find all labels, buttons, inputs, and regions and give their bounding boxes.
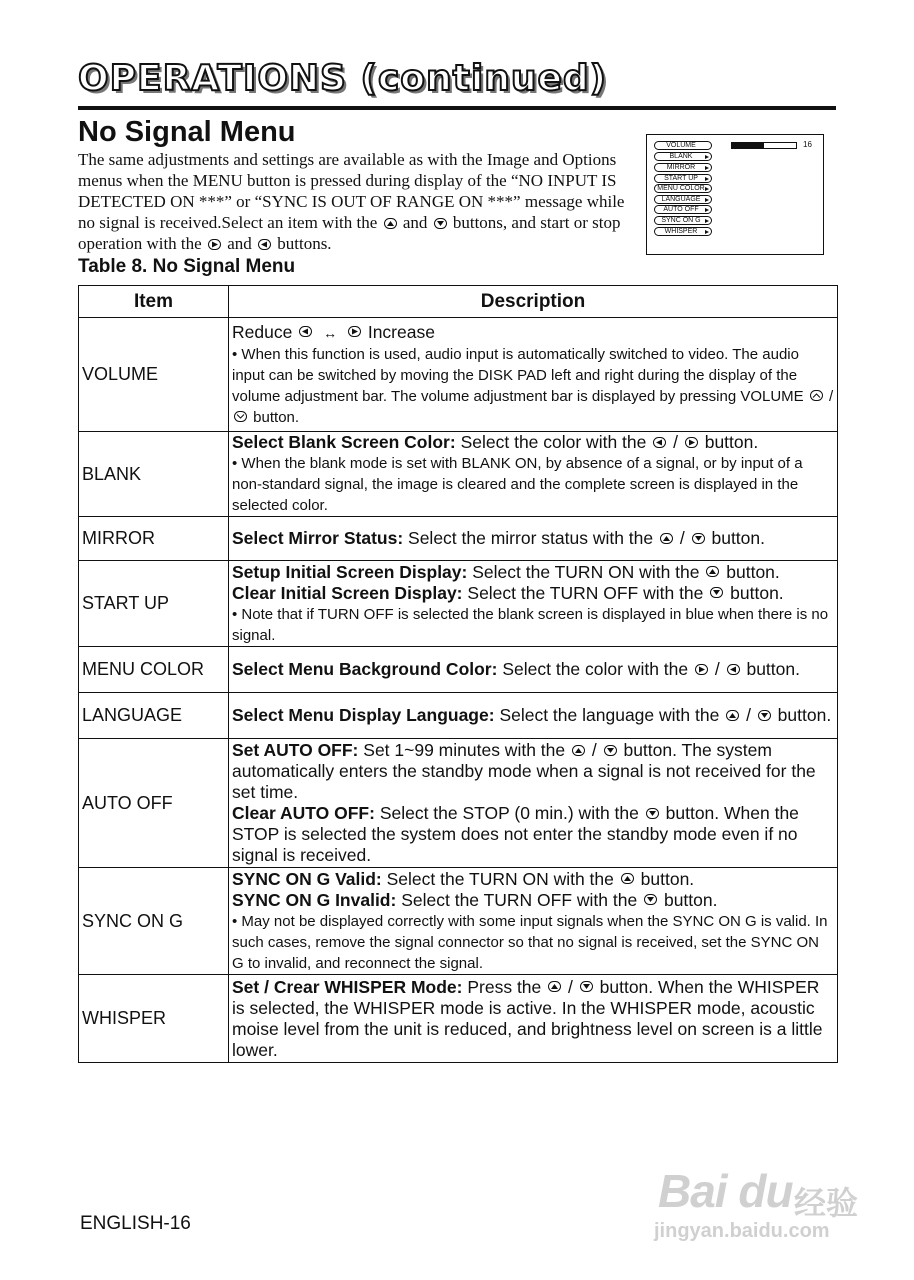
menu-item-whisper: WHISPER	[654, 227, 712, 236]
menu-item-syncong: SYNC ON G	[654, 216, 712, 225]
table-row	[79, 975, 838, 1063]
syncong-lead-1: SYNC ON G Valid:	[232, 868, 382, 889]
up-button-icon	[572, 745, 585, 756]
row-item-whisper: WHISPER	[79, 975, 229, 1063]
row-item-volume: VOLUME	[79, 318, 229, 432]
row-desc-autooff: Set AUTO OFF: Set 1~99 minutes with the / button. The system automatically enters the standby mode when a signal is not received for the set time. Clear AUTO OFF: Select the STOP (0 min.) with the button. When the STOP is selected the system does not enter the standby mode even if no signal is received.	[229, 739, 838, 868]
down-button-icon	[758, 710, 771, 721]
startup-note: • Note that if TURN OFF is selected the blank screen is displayed in blue when there is no signal.	[232, 605, 829, 644]
menucolor-text-end: button.	[746, 659, 800, 679]
up-button-icon	[621, 873, 634, 884]
autooff-text-2: Select the STOP (0 min.) with the	[379, 803, 639, 823]
right-button-icon	[685, 437, 698, 448]
right-button-icon	[348, 326, 361, 337]
mirror-text: Select the mirror status with the	[408, 528, 654, 548]
row-desc-mirror: Select Mirror Status: Select the mirror status with the / button.	[229, 517, 838, 561]
table-row	[79, 868, 838, 975]
table-row	[79, 432, 838, 517]
intro-and: and	[402, 213, 428, 232]
menucolor-lead: Select Menu Background Color:	[232, 659, 498, 679]
no-signal-table	[78, 285, 838, 1063]
intro-end: buttons.	[277, 234, 332, 253]
whisper-text-end: button. When the WHISPER is selected, the WHISPER mode is active. In the WHISPER mode, acoustic moise level from the unit is reduced, and brightness level on screen is a little lower.	[232, 976, 823, 1060]
down-button-icon	[580, 981, 593, 992]
row-desc-menucolor: Select Menu Background Color: Select the color with the / button.	[229, 647, 838, 693]
header-description: Description	[229, 286, 838, 318]
page-header	[78, 56, 836, 110]
syncong-text-1: Select the TURN ON with the	[386, 868, 614, 889]
table-row	[79, 739, 838, 868]
startup-lead-1: Setup Initial Screen Display:	[232, 561, 468, 582]
blank-lead: Select Blank Screen Color:	[232, 432, 456, 452]
mirror-lead: Select Mirror Status:	[232, 528, 404, 548]
table-row	[79, 517, 838, 561]
volume-bar	[731, 142, 797, 149]
left-right-arrow-icon: ↔	[323, 324, 338, 341]
watermark-site: jingyan.baidu.com	[654, 1220, 830, 1242]
up-button-icon	[660, 533, 673, 544]
row-desc-syncong	[229, 868, 838, 975]
table-caption: Table 8. No Signal Menu	[78, 256, 296, 277]
autooff-text-2-end: button. When the STOP is selected the system does not enter the standby mode even if no signal is received.	[232, 803, 799, 865]
startup-text-2: Select the TURN OFF with the	[467, 582, 704, 603]
right-button-icon	[695, 664, 708, 675]
syncong-text-2-end: button.	[663, 889, 718, 910]
table-row	[79, 318, 838, 432]
table-row	[79, 561, 838, 647]
down-button-icon	[434, 218, 447, 229]
menu-item-startup: START UP	[654, 174, 712, 183]
right-button-icon	[208, 239, 221, 250]
left-button-icon	[727, 664, 740, 675]
blank-note: • When the blank mode is set with BLANK ON, by absence of a signal, or by input of a non-standard signal, the image is cleared and the complete screen is displayed in the selected color.	[232, 455, 803, 514]
volume-note-end: button.	[253, 408, 300, 426]
volume-up-icon	[810, 390, 823, 401]
down-button-icon	[604, 745, 617, 756]
row-item-menucolor: MENU COLOR	[79, 647, 229, 693]
watermark-brand: Bai du	[658, 1165, 793, 1217]
row-desc-volume: Reduce ↔ Increase • When this function is used, audio input is automatically switched to video. The audio input can be switched by moving the DISK PAD left and right during the display of the volume adjustment bar. The volume adjustment bar is displayed by pressing VOLUME / button.	[229, 318, 838, 432]
table-header-row	[79, 286, 838, 318]
intro-and-2: and	[227, 234, 252, 253]
volume-bar-fill	[732, 143, 764, 148]
blank-text: Select the color with the	[460, 432, 647, 452]
row-desc-startup	[229, 561, 838, 647]
page-number: ENGLISH-16	[80, 1213, 191, 1234]
row-item-startup: START UP	[79, 561, 229, 647]
whisper-lead: Set / Crear WHISPER Mode:	[232, 976, 463, 997]
startup-lead-2: Clear Initial Screen Display:	[232, 582, 463, 603]
menu-item-volume: VOLUME	[654, 141, 712, 150]
row-desc-blank: Select Blank Screen Color: Select the color with the / button. • When the blank mode is set with BLANK ON, by absence of a signal, or by input of a non-standard signal, the image is cleared and the complete screen is displayed in the selected color.	[229, 432, 838, 517]
row-item-blank: BLANK	[79, 432, 229, 517]
row-item-mirror: MIRROR	[79, 517, 229, 561]
menucolor-text: Select the color with the	[502, 659, 689, 679]
page-title: OPERATIONS (continued)	[78, 58, 608, 99]
volume-value: 16	[803, 140, 812, 149]
whisper-text: Press the	[467, 976, 542, 997]
increase-label: Increase	[367, 321, 435, 342]
watermark	[648, 1140, 858, 1250]
autooff-lead-2: Clear AUTO OFF:	[232, 803, 375, 823]
down-button-icon	[710, 587, 723, 598]
menu-preview	[646, 134, 824, 255]
menu-item-blank: BLANK	[654, 152, 712, 161]
left-button-icon	[299, 326, 312, 337]
syncong-text-1-end: button.	[640, 868, 695, 889]
table-row	[79, 693, 838, 739]
volume-note: • When this function is used, audio input is automatically switched to video. The audio input can be switched by moving the DISK PAD left and right during the display of the volume adjustment bar. The volume adjustment bar is displayed by pressing VOLUME	[232, 345, 804, 405]
down-button-icon	[646, 808, 659, 819]
watermark-brand-cn: 经验	[794, 1185, 859, 1221]
down-button-icon	[644, 894, 657, 905]
intro-text: The same adjustments and settings are available as with the Image and Options menus when the MENU button is pressed during display of the “NO INPUT IS DETECTED ON ***” or “SYNC IS OUT OF RANGE ON ***” message while no signal is received.Select an item with the	[78, 150, 625, 232]
menu-item-mirror: MIRROR	[654, 163, 712, 172]
up-button-icon	[548, 981, 561, 992]
header-item: Item	[79, 286, 229, 318]
up-button-icon	[384, 218, 397, 229]
left-button-icon	[653, 437, 666, 448]
autooff-text-1-end: button. The system automatically enters the standby mode when a signal is not received for the set time.	[232, 740, 816, 802]
menu-item-language: LANGUAGE	[654, 195, 712, 204]
row-desc-whisper: Set / Crear WHISPER Mode: Press the / button. When the WHISPER is selected, the WHISPER mode is active. In the WHISPER mode, acoustic moise level from the unit is reduced, and brightness level on screen is a little lower.	[229, 975, 838, 1063]
blank-text-end: button.	[704, 432, 759, 452]
syncong-note: • May not be displayed correctly with some input signals when the SYNC ON G is valid. In such cases, remove the signal connector so that no signal is received, set the SYNC ON G to invalid, and reconnect the signal.	[232, 912, 828, 972]
startup-text-2-end: button.	[730, 582, 784, 603]
left-button-icon	[258, 239, 271, 250]
intro-text-2: buttons, and start or stop operation with the	[78, 213, 621, 253]
autooff-lead-1: Set AUTO OFF:	[232, 740, 359, 760]
language-text: Select the language with the	[499, 705, 720, 725]
autooff-text-1: Set 1~99 minutes with the	[363, 740, 566, 760]
up-button-icon	[706, 566, 719, 577]
startup-text-1: Select the TURN ON with the	[472, 561, 700, 582]
menu-item-menucolor: MENU COLOR	[654, 184, 712, 193]
language-text-end: button.	[777, 705, 832, 725]
table-row	[79, 647, 838, 693]
language-lead: Select Menu Display Language:	[232, 705, 495, 725]
menu-item-autooff: AUTO OFF	[654, 205, 712, 214]
up-button-icon	[726, 710, 739, 721]
mirror-text-end: button.	[711, 528, 766, 548]
volume-down-icon	[234, 411, 247, 422]
row-item-language: LANGUAGE	[79, 693, 229, 739]
intro-paragraph	[78, 149, 626, 254]
row-item-syncong: SYNC ON G	[79, 868, 229, 975]
section-title: No Signal Menu	[78, 116, 296, 148]
down-button-icon	[692, 533, 705, 544]
row-item-autooff: AUTO OFF	[79, 739, 229, 868]
startup-text-1-end: button.	[726, 561, 780, 582]
syncong-text-2: Select the TURN OFF with the	[401, 889, 638, 910]
syncong-lead-2: SYNC ON G Invalid:	[232, 889, 397, 910]
row-desc-language: Select Menu Display Language: Select the language with the / button.	[229, 693, 838, 739]
reduce-label: Reduce	[232, 321, 293, 342]
